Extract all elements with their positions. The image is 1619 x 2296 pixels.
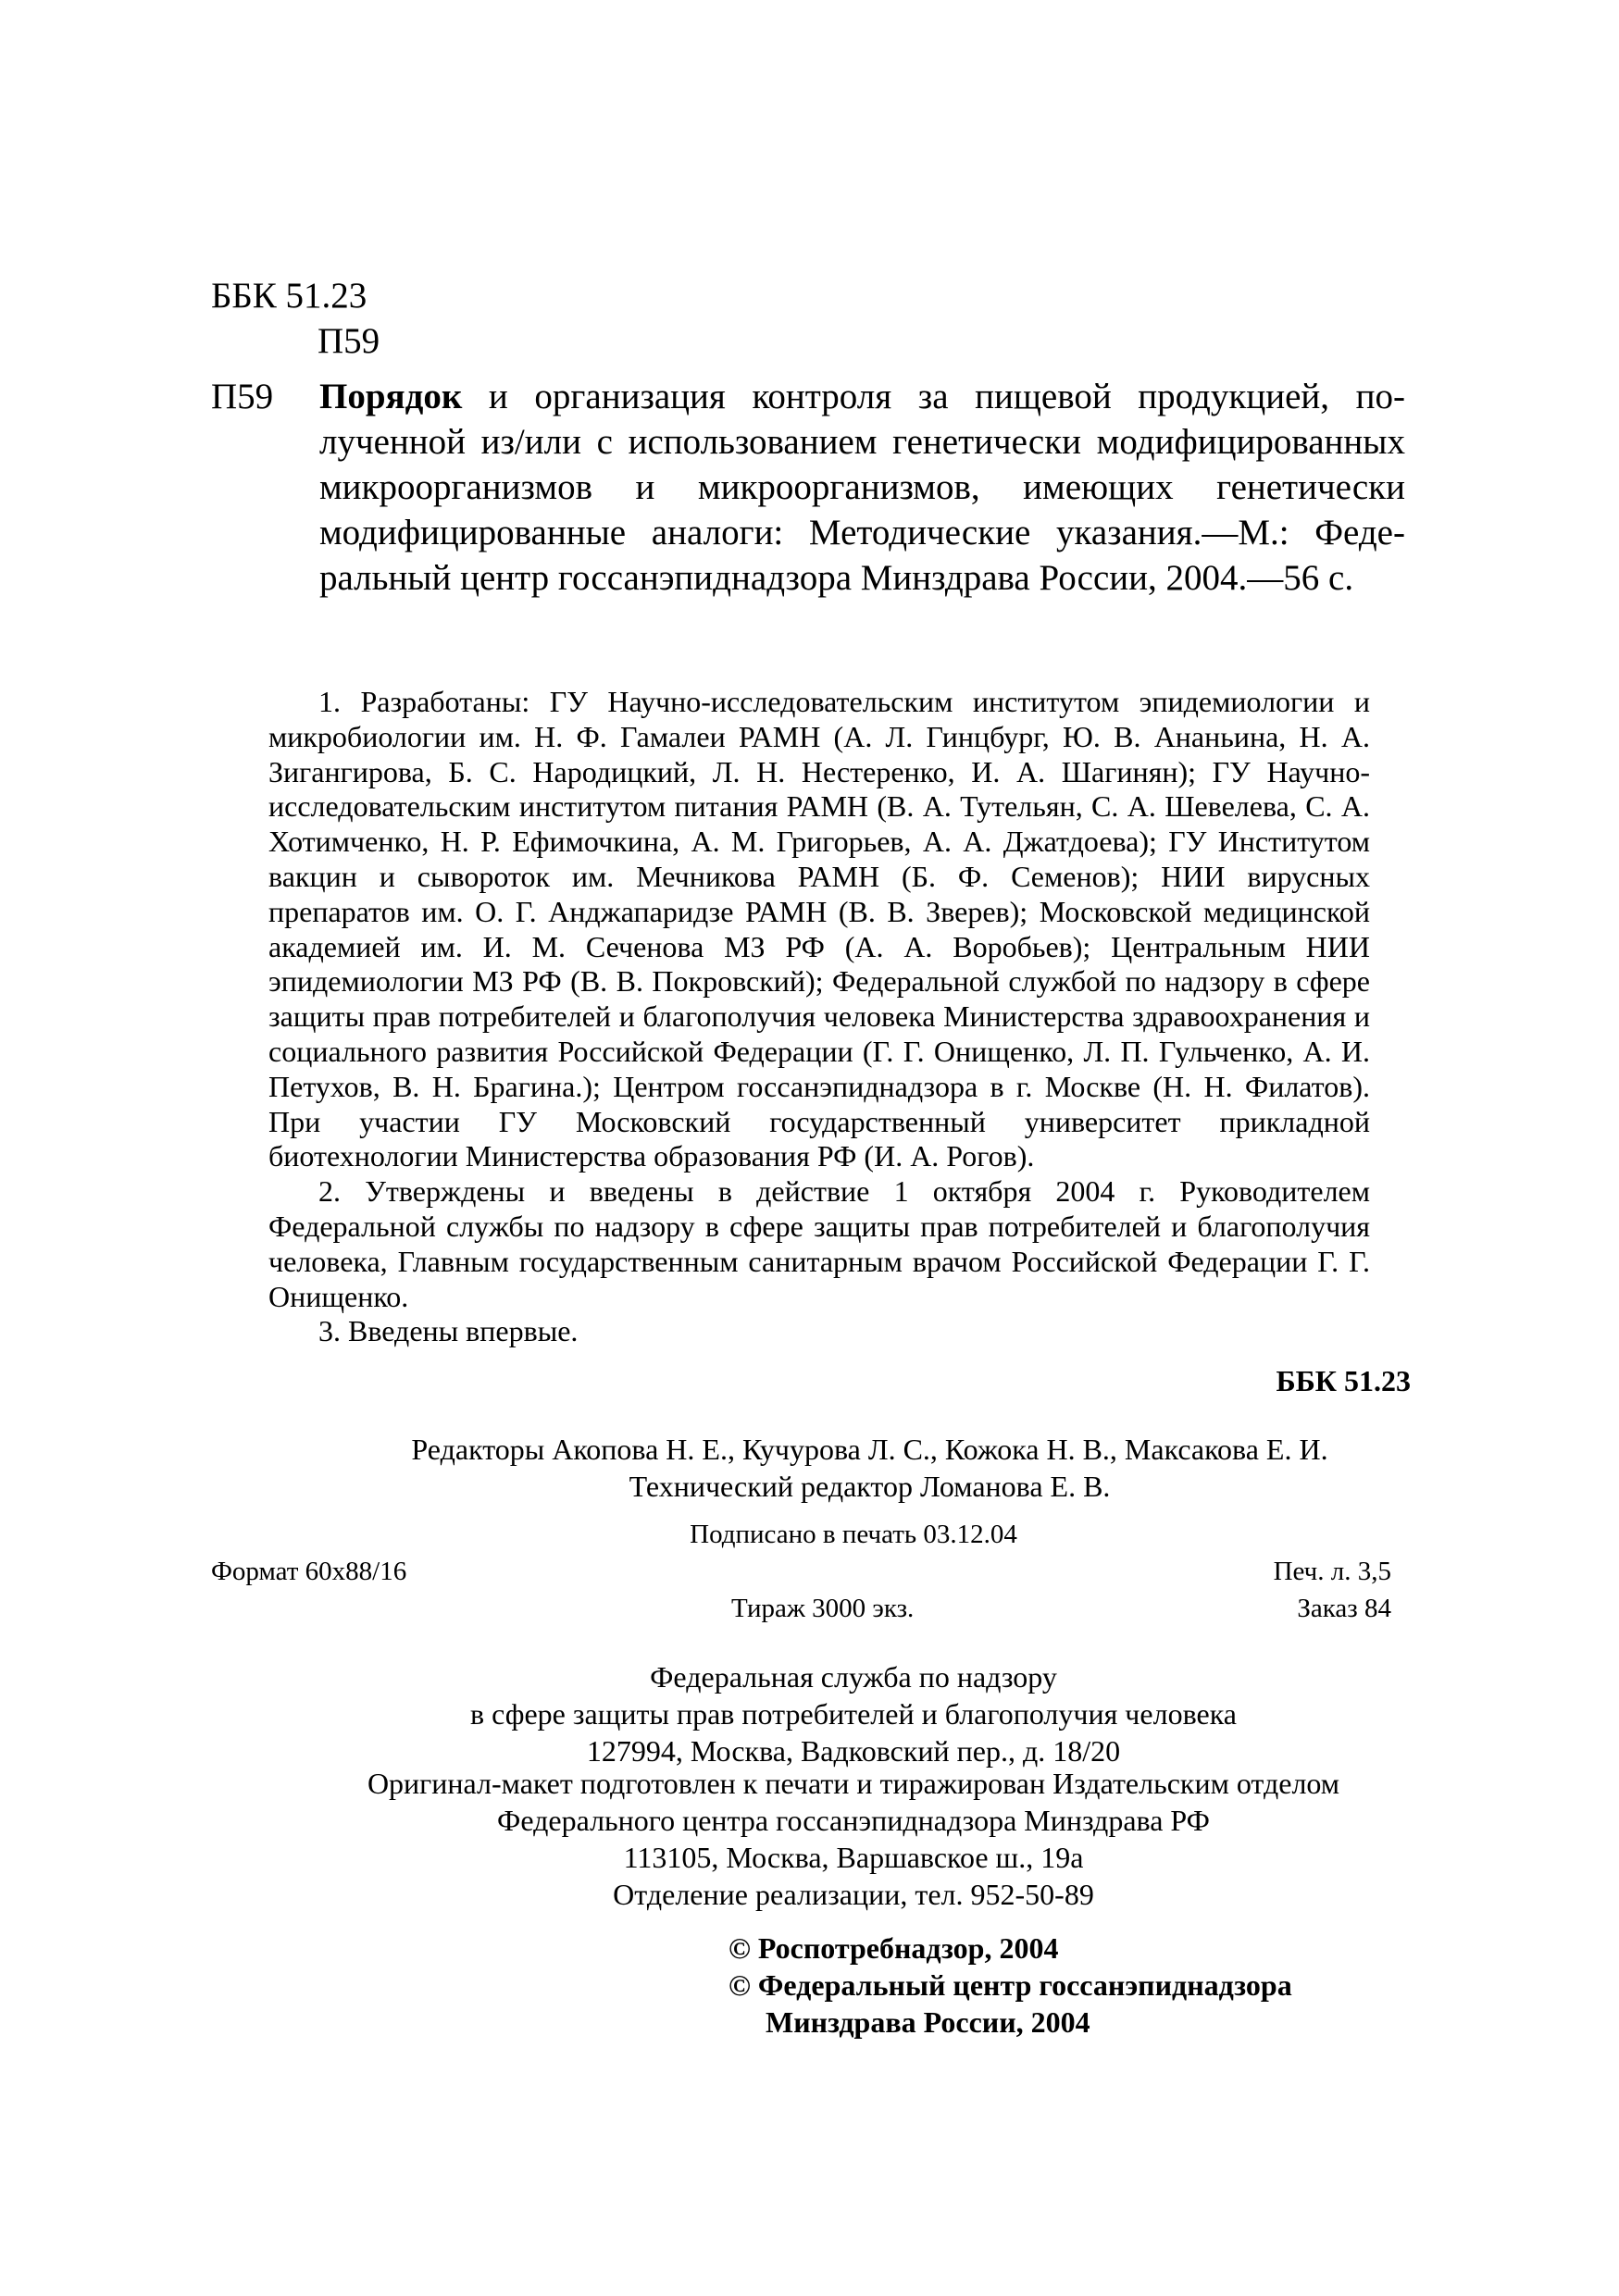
publisher-phone: Отделение реализации, тел. 952-50-89 — [613, 1878, 1094, 1911]
catalog-description — [319, 374, 1405, 601]
agency-block — [0, 1658, 1619, 1769]
paper-format: Формат 60x88/16 — [211, 1557, 407, 1586]
credits-paragraph-first-edition: 3. Введены впервые. — [318, 1314, 579, 1348]
agency-address: 127994, Москва, Вадковский пер., д. 18/20 — [586, 1734, 1121, 1768]
author-mark: П59 — [318, 321, 380, 361]
publisher-line: Федерального центра госсанэпиднадзора Минздрава РФ — [497, 1804, 1210, 1837]
publisher-block — [0, 1765, 1619, 1913]
credits-paragraph-developed: 1. Разработаны: ГУ Научно-исследовательским институтом эпидемиологии и микробиологии им. Н. Ф. Гамалеи РАМН (А. Л. Гинцбург, Ю. В. Ананьина, Н. А. Зигангирова, Б. С. Народицкий, Л. Н. Нестеренко, И. А. Шагинян); ГУ Научно-исследовательским институтом питания РАМН (В. А. Тутельян, С. А. Шевелева, С. А. Хотимченко, Н. Р. Ефимочкина, А. М. Григорьев, А. А. Джатдоева); ГУ Институтом вакцин и сывороток им. Мечникова РАМН (Б. Ф. Семенов); НИИ вирусных препаратов им. О. Г. Анджапаридзе РАМН (В. В. Зверев); Московской медицинской академией им. И. М. Сеченова МЗ РФ (А. А. Воробьев); Центральным НИИ эпидемиологии МЗ РФ (В. В. Покровский); Федеральной службой по надзору в сфере защиты прав потребителей и благополучия человека Министерства здравоохранения и социального развития Российской Федерации (Г. Г. Онищенко, Л. П. Гульченко, А. И. Петухов, В. Н. Брагина.); Центром госсанэпиднадзора в г. Москве (Н. Н. Филатов). При участии ГУ Московский государственный университет прикладной биотехнологии Министерства образования РФ (И. А. Рогов). — [268, 685, 1370, 1173]
publisher-address: 113105, Москва, Варшавское ш., 19а — [623, 1841, 1084, 1874]
signed-to-print: Подписано в печать 03.12.04 — [690, 1520, 1017, 1549]
copyright-line: © Федеральный центр госсанэпиднадзора — [729, 1968, 1292, 2002]
credits-paragraph-approved: 2. Утверждены и введены в действие 1 октября 2004 г. Руководителем Федеральной службы по надзору в сфере защиты прав потребителей и благополучия человека, Главным государственным санитарным врачом Российской Федерации Г. Г. Онищенко. — [268, 1174, 1370, 1313]
editors-line: Редакторы Акопова Н. Е., Кучурова Л. С., Кожока Н. В., Максакова Е. И. — [411, 1433, 1328, 1466]
bbk-footer: ББК 51.23 — [1276, 1364, 1411, 1397]
credits-section — [268, 685, 1370, 1349]
printed-sheets: Печ. л. 3,5 — [1273, 1557, 1391, 1586]
copyright-block — [729, 1930, 1292, 2041]
catalog-card — [211, 374, 1405, 601]
agency-line: Федеральная служба по надзору — [650, 1660, 1057, 1694]
agency-line: в сфере защиты прав потребителей и благополучия человека — [470, 1697, 1237, 1731]
catalog-title-bold: Порядок — [319, 377, 463, 416]
catalog-title-rest: и организация контроля за пищевой продукцией, полученной из/или с использованием генетически модифицированных микроорганизмов и микроорганизмов, имеющих генетически модифицированные аналоги: Методические указания.—М.: Федеральный центр госсанэпиднадзора Минздрава России, 2004.—56 с. — [319, 377, 1405, 598]
catalog-code: П59 — [211, 377, 274, 416]
copyright-line: © Роспотребнадзор, 2004 — [729, 1931, 1059, 1965]
print-run: Тираж 3000 экз. — [731, 1594, 915, 1623]
order-number: Заказ 84 — [1297, 1594, 1391, 1623]
publisher-line: Оригинал-макет подготовлен к печати и тиражирован Издательским отделом — [367, 1767, 1340, 1800]
copyright-line: Минздрава России, 2004 — [766, 2005, 1090, 2039]
tech-editor-line: Технический редактор Ломанова Е. В. — [629, 1470, 1111, 1503]
editors-block — [0, 1431, 1619, 1505]
bbk-header — [211, 273, 380, 364]
bbk-index: ББК 51.23 — [211, 276, 367, 316]
